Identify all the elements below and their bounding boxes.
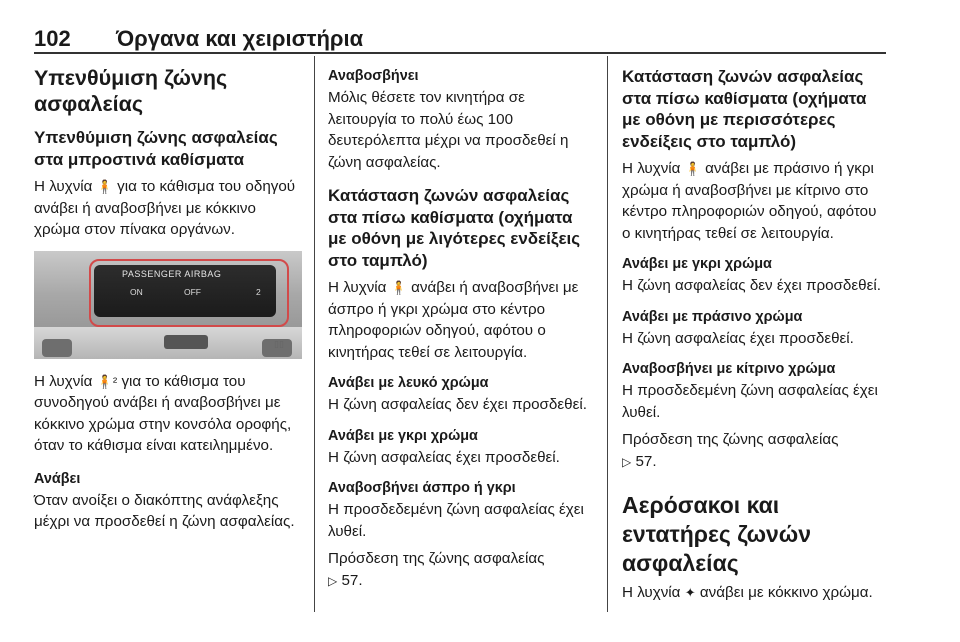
page-header [34, 26, 886, 52]
label: Αναβοσβήνει άσπρο ή γκρι [328, 480, 516, 496]
roof-console-photo [34, 251, 302, 359]
paragraph: Η ζώνη ασφαλείας έχει προσδεθεί. [328, 448, 560, 466]
chapter-title: Όργανα και χειριστήρια [116, 26, 364, 51]
airbag-icon: ✦ [684, 585, 696, 600]
on-label: ON [130, 286, 143, 297]
lamp [42, 339, 72, 357]
label: Ανάβει με γκρι χρώμα [622, 256, 772, 272]
panel-label: PASSENGER AIRBAG [122, 268, 222, 279]
section-title: Υπενθύμιση ζώνης ασφαλείας [34, 66, 228, 116]
column-2 [328, 56, 592, 592]
subsection-title: Υπενθύμιση ζώνης ασφαλείας στα μπροστινά καθίσματα [34, 128, 278, 169]
paragraph: Η προσδεδεμένη ζώνη ασφαλείας έχει λυθεί. [328, 501, 584, 540]
label: Ανάβει με γκρι χρώμα [328, 427, 478, 444]
subsection-title: Κατάσταση ζωνών ασφαλείας στα πίσω καθίσματα (οχήματα με οθόνη με λιγότερες ενδείξεις στο ταμπλό) [328, 186, 581, 270]
paragraph: Η ζώνη ασφαλείας δεν έχει προσδεθεί. [622, 277, 881, 294]
column-1 [34, 56, 302, 533]
label: Αναβοσβήνει [328, 68, 419, 84]
paragraph: Η λυχνία ✦ ανάβει με κόκκινο χρώμα. [622, 584, 873, 601]
paragraph: Μόλις θέσετε τον κινητήρα σε λειτουργία το πολύ έως 100 δευτερόλεπτα μέχρι να προσδεθεί η ζώνη ασφαλείας. [328, 89, 569, 171]
console-slot [164, 335, 208, 349]
seatbelt-icon: 🧍 [96, 179, 113, 194]
column-3 [622, 56, 888, 604]
column-divider [607, 56, 608, 612]
paragraph: Όταν ανοίξει ο διακόπτης ανάφλεξης μέχρι να προσδεθεί η ζώνη ασφαλείας. [34, 491, 295, 530]
seatbelt-passenger-icon: 🧍² [96, 373, 118, 389]
cross-reference[interactable]: ▷ 57. [622, 452, 657, 470]
paragraph: Η προσδεδεμένη ζώνη ασφαλείας έχει λυθεί. [622, 382, 878, 421]
seatbelt-icon: 🧍 [390, 280, 407, 295]
seat-number: 2 [256, 286, 261, 297]
paragraph: Η ζώνη ασφαλείας έχει προσδεθεί. [622, 329, 854, 347]
paragraph: Η λυχνία 🧍 ανάβει ή αναβοσβήνει με άσπρο ή γκρι χρώμα στο κέντρο πληροφοριών οδηγού, αφότου ο κινητήρας τεθεί σε λειτουργία. [328, 279, 579, 361]
subsection-title: Κατάσταση ζωνών ασφαλείας στα πίσω καθίσματα (οχήματα με οθόνη με περισσότερες ενδείξεις στο ταμπλό) [622, 67, 867, 151]
paragraph: Η λυχνία 🧍 για το κάθισμα του οδηγού ανάβει ή αναβοσβήνει με κόκκινο χρώμα στον πίνακα οργάνων. [34, 178, 296, 238]
inset-label: ▯▯ [274, 338, 284, 349]
label: Ανάβει με πράσινο χρώμα [622, 308, 803, 325]
label: Αναβοσβήνει με κίτρινο χρώμα [622, 361, 836, 377]
reference-arrow-icon: ▷ [622, 454, 632, 469]
cross-reference[interactable]: ▷ 57. [328, 571, 363, 589]
label: Ανάβει με λευκό χρώμα [328, 375, 489, 391]
paragraph: Η λυχνία 🧍 ανάβει με πράσινο ή γκρι χρώμα ή αναβοσβήνει με κίτρινο στο κέντρο πληροφοριών οδηγού, αφότου ο κινητήρας τεθεί σε λειτουργία. [622, 160, 877, 242]
section-title: Αερόσακοι και εντατήρες ζωνών ασφαλείας [622, 492, 812, 576]
seatbelt-icon: 🧍 [684, 161, 701, 176]
page-number: 102 [34, 26, 71, 51]
label: Ανάβει [34, 470, 81, 487]
paragraph: Πρόσδεση της ζώνης ασφαλείας [328, 550, 545, 567]
paragraph: Η ζώνη ασφαλείας δεν έχει προσδεθεί. [328, 396, 587, 413]
paragraph: Πρόσδεση της ζώνης ασφαλείας [622, 431, 839, 448]
reference-arrow-icon: ▷ [328, 573, 338, 588]
column-divider [314, 56, 315, 612]
paragraph: Η λυχνία 🧍² για το κάθισμα του συνοδηγού ανάβει ή αναβοσβήνει με κόκκινο χρώμα στην κονσόλα οροφής, όταν το κάθισμα είναι κατειλημμένο. [34, 372, 292, 454]
off-label: OFF [184, 286, 201, 297]
header-rule [34, 52, 886, 54]
